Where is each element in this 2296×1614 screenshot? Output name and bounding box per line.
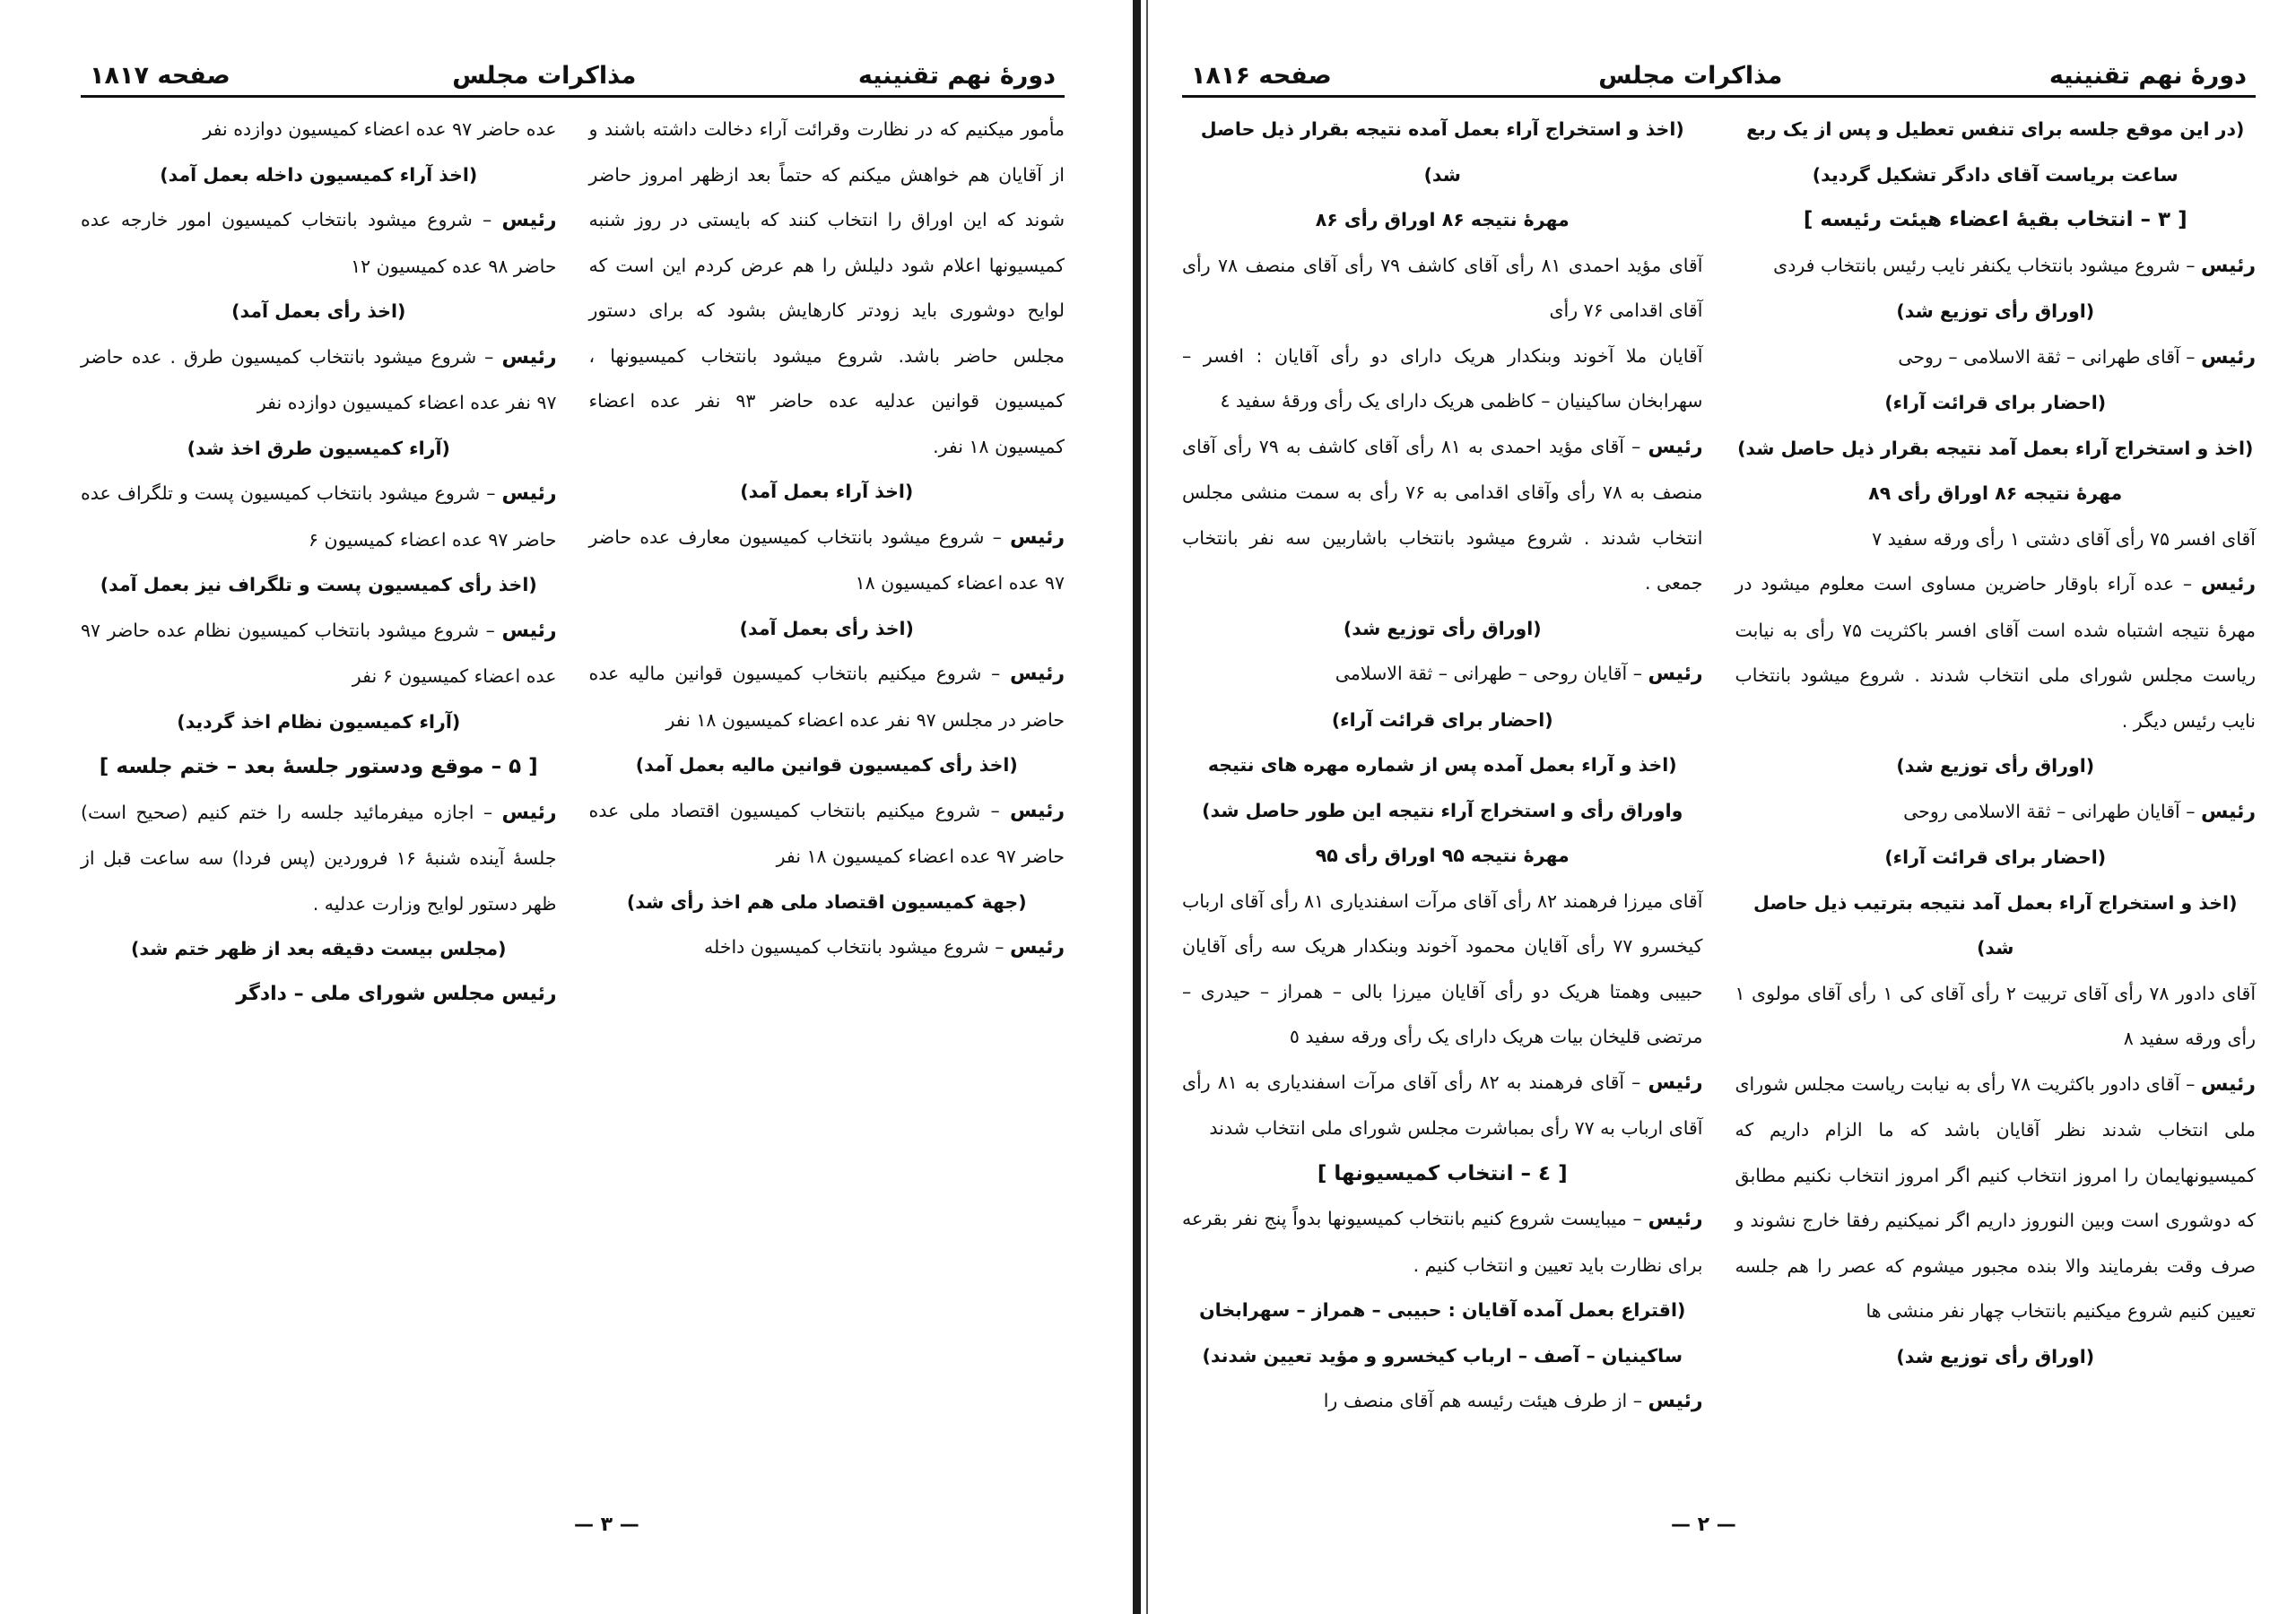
left-column: [81, 107, 557, 1017]
speech-text: – شروع میکنیم بانتخاب کمیسیون قوانین مالیه عده حاضر در مجلس ۹۷ نفر عده اعضاء کمیسیون ۱۸ نفر: [588, 663, 1065, 731]
body-paragraph: مأمور میکنیم که در نظارت وقرائت آراء دخالت داشته باشند و از آقایان هم خواهش میکنم که حتماً بعد ازظهر امروز حاضر شوند که این اوراق را انتخاب کنند که بایستی در روز شنبه کمیسیونها اعلام شود دلیلش را هم عرض کردم این است که لوایح دوشوری باید زودتر کارهایش بشود که برای دستور مجلس حاضر باشد. شروع میشود بانتخاب کمیسیونها ، کمیسیون قوانین عدلیه عده حاضر ۹۳ نفر عده اعضاء کمیسیون ۱۸ نفر.: [588, 118, 1065, 457]
speaker-name: رئیس: [1009, 799, 1065, 822]
page-footer-number: — ۲ —: [1671, 1514, 1736, 1536]
page-footer-number: — ۳ —: [574, 1514, 639, 1536]
speech-text: – شروع میشود بانتخاب کمیسیون طرق . عده حاضر ۹۷ نفر عده اعضاء کمیسیون دوازده نفر: [81, 345, 557, 413]
right-column: [1735, 107, 2257, 1425]
procedural-note: (اقتراع بعمل آمده آقایان : حبیبی – همراز – سهرابخان ساکینیان – آصف – ارباب کیخسرو و مؤید تعیین شدند): [1199, 1299, 1686, 1367]
procedural-note: (آراء کمیسیون طرق اخذ شد): [187, 437, 450, 459]
page-1816: [1155, 0, 2296, 1614]
speech-text: – آقای فرهمند به ۸۲ رأی آقای مرآت اسفندیاری به ۸۱ رأی آقای ارباب به ۷۷ رأی بمباشرت مجلس شورای ملی انتخاب شدند: [1182, 1071, 1703, 1139]
speech-paragraph: [1735, 789, 2257, 836]
speech-text: – شروع میشود بانتخاب کمیسیون امور خارجه عده حاضر ۹۸ عده کمیسیون ۱۲: [81, 209, 557, 277]
speaker-name: رئیس: [501, 345, 557, 369]
procedural-note: (اخذ و استخراج آراء بعمل آمده نتیجه بقرار ذیل حاصل شد): [1200, 118, 1684, 186]
body-paragraph: آقای مؤید احمدی ۸۱ رأی آقای کاشف ۷۹ رأی آقای منصف ۷۸ رأی آقای اقدامی ۷۶ رأی: [1182, 254, 1703, 321]
procedural-note: (اخذ رأی بعمل آمد): [231, 300, 406, 322]
speech-text: – از طرف هیئت رئیسه هم آقای منصف را: [1323, 1390, 1648, 1411]
procedural-note: (احضار برای قرائت آراء): [1884, 846, 2107, 868]
procedural-note: مهرهٔ نتیجه ۸۶ اوراق رأی ۸۹: [1868, 482, 2123, 504]
speech-paragraph: [589, 515, 1065, 606]
body-paragraph: آقای افسر ۷۵ رأی آقای دشتی ۱ رأی ورقه سفید ۷: [1872, 527, 2256, 550]
speaker-name: رئیس: [501, 209, 557, 231]
speaker-name: رئیس: [2200, 254, 2256, 277]
speech-text: – میبایست شروع کنیم بانتخاب کمیسیونها بدواً پنج نفر بقرعه برای نظارت باید تعیین و انتخاب کنیم .: [1182, 1208, 1703, 1276]
procedural-note: (آراء کمیسیون نظام اخذ گردید): [177, 710, 461, 733]
speech-text: – اجازه میفرمائید جلسه را ختم کنیم (صحیح است) جلسهٔ آینده شنبهٔ ۱۶ فروردین (پس فردا) سه ساعت قبل از ظهر دستور لوایح وزارت عدلیه .: [81, 801, 557, 915]
speech-paragraph: [81, 334, 557, 426]
speech-text: – شروع میشود بانتخاب یکنفر نایب رئیس بانتخاب فردی: [1773, 254, 2201, 276]
speaker-name: رئیس: [2200, 573, 2256, 595]
speech-text: – شروع میکنیم بانتخاب کمیسیون اقتصاد ملی عده حاضر ۹۷ عده اعضاء کمیسیون ۱۸ نفر: [588, 799, 1065, 867]
speech-text: – آقایان روحی – طهرانی – ثقة الاسلامی: [1335, 663, 1648, 684]
speaker-name: رئیس: [501, 801, 557, 824]
columns: [81, 107, 1065, 1017]
speech-text: – شروع میشود بانتخاب کمیسیون داخله: [704, 936, 1010, 958]
speech-paragraph: [81, 790, 557, 927]
body-paragraph: آقای دادور ۷۸ رأی آقای تربیت ۲ رأی آقای کی ۱ رأی آقای مولوی ۱ رأی ورقه سفید ۸: [1735, 982, 2257, 1049]
speech-paragraph: [1735, 561, 2257, 743]
speech-text: – آقایان طهرانی – ثقة الاسلامی روحی: [1903, 800, 2201, 822]
body-paragraph: عده حاضر ۹۷ عده اعضاء کمیسیون دوازده نفر: [203, 118, 557, 140]
procedural-note: (اخذ رأی بعمل آمد): [739, 617, 914, 639]
speaker-name: رئیس: [1648, 1390, 1703, 1412]
header-title: مذاکرات مجلس: [1598, 62, 1783, 90]
procedural-note: (جهة کمیسیون اقتصاد ملی هم اخذ رأی شد): [626, 890, 1027, 913]
procedural-note: (اخذ آراء کمیسیون داخله بعمل آمد): [160, 163, 478, 186]
procedural-note: (مجلس بیست دقیقه بعد از ظهر ختم شد): [131, 938, 507, 959]
speech-paragraph: [1182, 424, 1703, 606]
speaker-name: رئیس: [1009, 663, 1065, 685]
speech-paragraph: [589, 924, 1065, 971]
procedural-note: (اخذ آراء بعمل آمد): [740, 481, 914, 502]
header-period: دورهٔ نهم تقنینیه: [2048, 62, 2247, 90]
speech-paragraph: [1182, 1060, 1703, 1151]
procedural-note: (احضار برای قرائت آراء): [1884, 392, 2107, 413]
speech-text: – عده آراء باوقار حاضرین مساوی است معلوم میشود در مهرهٔ نتیجه اشتباه شده است آقای افسر باکثریت ۷۵ رأی به نیابت ریاست مجلس شورای ملی انتخاب شدند . شروع میشود بانتخاب نایب رئیس دیگر .: [1735, 573, 2257, 732]
speaker-name: رئیس: [1648, 1208, 1703, 1230]
procedural-note: (اخذ رأی کمیسیون قوانین مالیه بعمل آمد): [635, 754, 1018, 776]
book-gutter-shadow: [1146, 0, 1148, 1614]
procedural-note: (اخذ رأی کمیسیون پست و تلگراف نیز بعمل آمد): [100, 574, 537, 595]
procedural-note: (در این موقع جلسه برای تنفس تعطیل و پس از یک ربع ساعت بریاست آقای دادگر تشکیل گردید): [1746, 118, 2245, 186]
speech-paragraph: [1182, 1196, 1703, 1288]
speech-paragraph: [589, 788, 1065, 880]
speech-paragraph: [1735, 1062, 2257, 1334]
speaker-name: رئیس: [1648, 1071, 1703, 1094]
speaker-name: رئیس: [501, 482, 557, 505]
speech-text: – آقای طهرانی – ثقة الاسلامی – روحی: [1898, 345, 2201, 368]
speech-text: – آقای مؤید احمدی به ۸۱ رأی آقای کاشف به ۷۹ رأی آقای منصف به ۷۸ رأی وآقای اقدامی به ۷۶ رأی به سمت منشی مجلس انتخاب شدند . شروع میشود بانتخاب باشاربین سه نفر بانتخاب جمعی .: [1182, 435, 1703, 594]
section-heading: [ ۳ – انتخاب بقیهٔ اعضاء هیئت رئیسه ]: [1803, 208, 2187, 231]
procedural-note: (احضار برای قرائت آراء): [1331, 708, 1553, 731]
right-column: [589, 107, 1065, 1017]
book-gutter: [1133, 0, 1141, 1614]
procedural-note: (اخذ و استخراج آراء بعمل آمد نتیجه بترتیب ذیل حاصل شد): [1753, 891, 2238, 959]
procedural-note: (اوراق رأی توزیع شد): [1896, 1345, 2095, 1367]
page-1817: [0, 0, 1135, 1614]
speaker-name: رئیس: [2200, 800, 2256, 823]
speech-text: – شروع میشود بانتخاب کمیسیون نظام عده حاضر ۹۷ عده اعضاء کمیسیون ۶ نفر: [81, 619, 557, 687]
procedural-note: (اوراق رأی توزیع شد): [1343, 617, 1542, 639]
header-page-number: صفحه ۱۸۱۷: [90, 62, 230, 90]
section-heading: [ ۵ – موقع ودستور جلسهٔ بعد – ختم جلسه ]: [99, 755, 538, 778]
speech-paragraph: [1735, 243, 2257, 290]
procedural-note: مهرهٔ نتیجه ۹۵ اوراق رأی ۹۵: [1315, 845, 1570, 866]
speaker-name: رئیس: [1648, 435, 1703, 458]
procedural-note: (اخذ و استخراج آراء بعمل آمد نتیجه بقرار ذیل حاصل شد): [1737, 437, 2254, 459]
speech-paragraph: [81, 197, 557, 289]
speech-paragraph: [1182, 1378, 1703, 1425]
procedural-note: (اخذ و آراء بعمل آمده پس از شماره مهره های نتیجه واوراق رأی و استخراج آراء نتیجه این طور حاصل شد): [1202, 754, 1683, 821]
procedural-note: (اوراق رأی توزیع شد): [1896, 300, 2095, 322]
body-paragraph: آقای میرزا فرهمند ۸۲ رأی آقای مرآت اسفندیاری ۸۱ رأی آقای ارباب کیخسرو ۷۷ رأی آقایان محمود آخوند وبنکدار هریک سه رأی آقایان حبیبی وهمتا هریک دو رأی آقایان میرزا بالی – همراز – حیدری – مرتضی قلیخان بیات هریک دارای یک رأی ورقه سفید ٥: [1182, 889, 1703, 1047]
speech-paragraph: [81, 471, 557, 562]
header-page-number: صفحه ۱۸۱۶: [1191, 62, 1332, 90]
speech-text: – شروع میشود بانتخاب کمیسیون معارف عده حاضر ۹۷ عده اعضاء کمیسیون ۱۸: [588, 525, 1065, 594]
speaker-name: رئیس: [501, 619, 557, 642]
left-column: [1182, 107, 1703, 1425]
columns: [1182, 107, 2256, 1425]
speech-paragraph: [589, 651, 1065, 742]
speaker-name: رئیس: [2200, 345, 2256, 369]
header-period: دورهٔ نهم تقنینیه: [857, 62, 1056, 90]
page-header: [1182, 48, 2256, 98]
procedural-note: (اوراق رأی توزیع شد): [1896, 755, 2095, 777]
speech-paragraph: [1735, 334, 2257, 381]
header-title: مذاکرات مجلس: [452, 62, 637, 90]
speech-paragraph: [81, 608, 557, 699]
page-header: [81, 48, 1065, 98]
signature-line: رئیس مجلس شورای ملی – دادگر: [236, 982, 557, 1005]
body-paragraph: آقایان ملا آخوند وبنکدار هریک دارای دو رأی آقایان : افسر – سهرابخان ساکینیان – کاظمی هریک دارای یک رأی ورقهٔ سفید ٤: [1182, 344, 1703, 412]
speaker-name: رئیس: [1009, 936, 1065, 959]
speaker-name: رئیس: [1009, 525, 1065, 549]
speaker-name: رئیس: [2200, 1072, 2256, 1096]
section-heading: [ ٤ – انتخاب کمیسیونها ]: [1317, 1161, 1568, 1185]
speech-text: – آقای دادور باکثریت ۷۸ رأی به نیابت ریاست مجلس شورای ملی انتخاب شدند نظر آقایان باشد که ما الزام داریم که کمیسیونهایمان را امروز انتخاب کنیم اگر امروز انتخاب نکنیم مطابق که دوشوری است وبین النوروز داریم اگر نمیکنیم رفقا خارج نشوند و صرف وقت بفرمایند والا بنده مجبور میشوم که عصر را هم جلسه تعیین کنیم شروع میکنیم بانتخاب چهار نفر منشی ها: [1735, 1072, 2256, 1322]
speech-text: – شروع میشود بانتخاب کمیسیون پست و تلگراف عده حاضر ۹۷ عده اعضاء کمیسیون ۶: [81, 482, 557, 551]
speech-paragraph: [1182, 651, 1703, 698]
speaker-name: رئیس: [1648, 663, 1703, 685]
procedural-note: مهرهٔ نتیجه ۸۶ اوراق رأی ۸۶: [1315, 209, 1570, 230]
